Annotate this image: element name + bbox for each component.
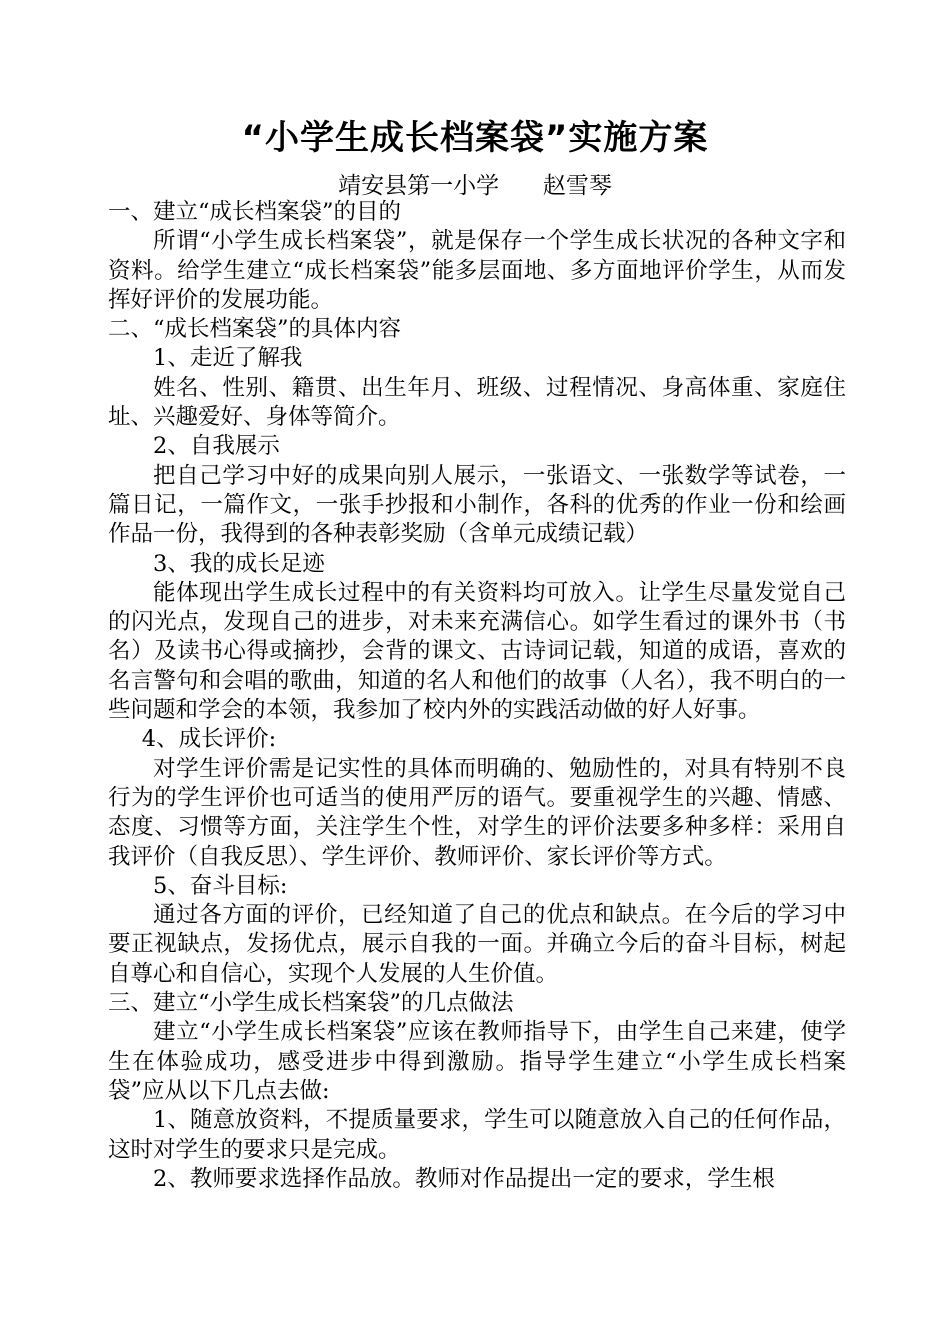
author-line: 靖安县第一小学 赵雪琴: [338, 173, 612, 199]
document-title: “小学生成长档案袋”实施方案: [241, 118, 709, 158]
subsection-heading: 1、走近了解我: [153, 345, 303, 372]
document-body: [108, 198, 846, 1194]
paragraph: 所谓“小学生成长档案袋”，就是保存一个学生成长状况的各种文字和资料。给学生建立“成长档案袋”能多层面地、多方面地评价学生，从而发挥好评价的发展功能。: [108, 228, 846, 313]
paragraph: 能体现出学生成长过程中的有关资料均可放入。让学生尽量发觉自己的闪光点，发现自己的进步，对未来充满信心。如学生看过的课外书（书名）及读书心得或摘抄，会背的课文、古诗词记载，知道的成语，喜欢的名言警句和会唱的歌曲，知道的名人和他们的故事（人名），我不明白的一些问题和学会的本领，我参加了校内外的实践活动做的好人好事。: [108, 579, 846, 724]
paragraph: 对学生评价需是记实性的具体而明确的、勉励性的，对具有特别不良行为的学生评价也可适当的使用严厉的语气。要重视学生的兴趣、情感、态度、习惯等方面，关注学生个性，对学生的评价法要多种多样：采用自我评价（自我反思）、学生评价、教师评价、家长评价等方式。: [108, 755, 846, 870]
subsection-heading: 4、成长评价:: [141, 726, 277, 753]
paragraph: 建立“小学生成长档案袋”应该在教师指导下，由学生自己来建，使学生在体验成功，感受进步中得到激励。指导学生建立“小学生成长档案袋”应从以下几点去做:: [108, 1019, 846, 1104]
section-heading: 二、“成长档案袋”的具体内容: [108, 316, 402, 343]
section-heading: 三、建立“小学生成长档案袋”的几点做法: [108, 990, 514, 1017]
subsection-heading: 2、自我展示: [153, 433, 280, 460]
paragraph: 姓名、性别、籍贯、出生年月、班级、过程情况、身高体重、家庭住址、兴趣爱好、身体等简介。: [108, 374, 846, 431]
section-heading: 一、建立“成长档案袋”的目的: [108, 199, 402, 225]
subsection-heading: 3、我的成长足迹: [153, 550, 325, 577]
paragraph: 通过各方面的评价，已经知道了自己的优点和缺点。在今后的学习中要正视缺点，发扬优点，展示自我的一面。并确立今后的奋斗目标，树起自尊心和自信心，实现个人发展的人生价值。: [108, 902, 846, 987]
subsection-heading: 5、奋斗目标:: [153, 872, 288, 899]
paragraph: 2、教师要求选择作品放。教师对作品提出一定的要求，学生根: [153, 1165, 775, 1192]
paragraph: 1、随意放资料，不提质量要求，学生可以随意放入自己的任何作品，这时对学生的要求只是完成。: [108, 1107, 846, 1163]
paragraph: 把自己学习中好的成果向别人展示，一张语文、一张数学等试卷，一篇日记，一篇作文，一张手抄报和小制作，各科的优秀的作业一份和绘画作品一份，我得到的各种表彰奖励（含单元成绩记载）: [108, 462, 846, 548]
